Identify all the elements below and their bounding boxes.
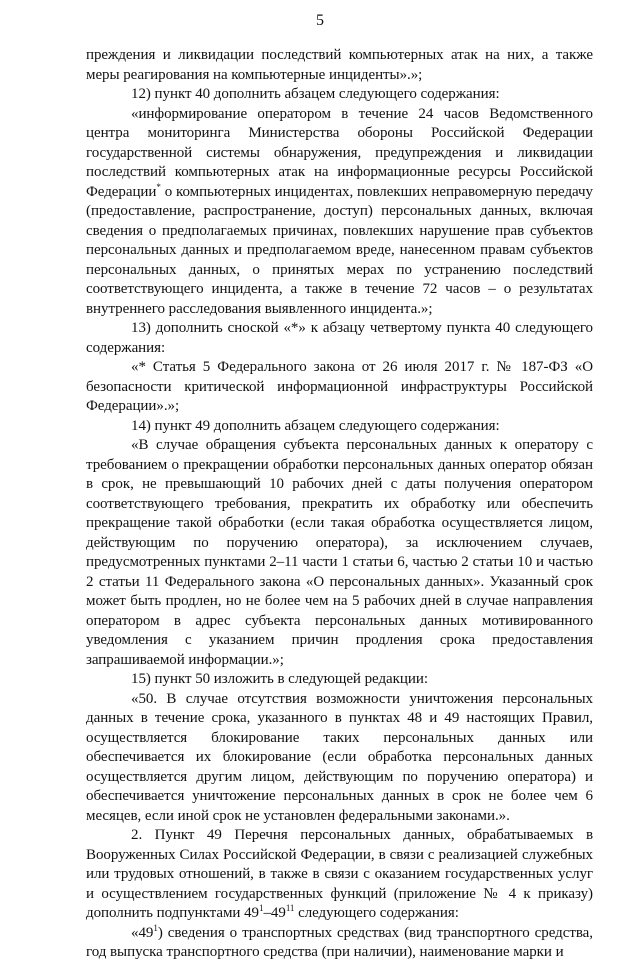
document-body (86, 46, 593, 963)
superscript: 1 (259, 903, 264, 913)
paragraph: 14) пункт 49 дополнить абзацем следующего содержания: (131, 417, 500, 434)
page-number: 5 (316, 12, 324, 29)
paragraph: «$49^1$) сведения о транспортных средствах (вид транспортного средства, год выпуска транспортного средства (при наличии), наименование марки и (86, 922, 593, 960)
paragraph: «50. В случае отсутствия возможности уничтожения персональных данных в течение срока, указанного в пунктах 48 и 49 настоящих Правил, осуществляется блокирование таких персональных данных или обеспечивается их блокирование (если обработка персональных данных осуществляется другим лицом, действующим по поручению оператора) и обеспечивается уничтожение персональных данных в срок не более чем 6 месяцев, если иной срок не установлен федеральными законами.». (86, 690, 593, 824)
paragraph: «В случае обращения субъекта персональных данных к оператору с требованием о прекращении обработки персональных данных оператор обязан в срок, не превышающий 10 рабочих дней с даты получения оператором соответствующего требования, прекратить их обработку или обеспечить прекращение такой обработки (если такая обработка осуществляется лицом, действующим по поручению оператора), за исключением случаев, предусмотренных пунктами 2–11 части 1 статьи 6, частью 2 статьи 10 и частью 2 статьи 11 Федерального закона «О персональных данных». Указанный срок может быть продлен, но не более чем на 5 рабочих дней в случае направления оператором в адрес субъекта персональных данных мотивированного уведомления с указанием причин продления срока предоставления запрашиваемой информации.»; (86, 437, 593, 668)
footnote-marker: * (156, 181, 161, 192)
paragraph: 13) дополнить сноской «*» к абзацу четвертому пункта 40 следующего содержания: (86, 320, 593, 356)
superscript: 1 (153, 922, 158, 933)
paragraph: 2. Пункт 49 Перечня персональных данных, обрабатываемых в Вооруженных Силах Российской Федерации, в связи с реализацией служебных или трудовых отношений, в также в связи с оказанием государственных услуг и осуществлением государственных функций (приложение № 4 к приказу) дополнить подпунктами $49^1-49^{11}$ следующего содержания: (86, 827, 593, 921)
paragraph: «* Статья 5 Федерального закона от 26 июля 2017 г. № 187-ФЗ «О безопасности критической информационной инфраструктуры Российской Федерации».»; (86, 359, 593, 414)
paragraph: «информирование оператором в течение 24 часов Ведомственного центра мониторинга Министерства обороны Российской Федерации государственной системы обнаружения, предупреждения и ликвидации последствий компьютерных атак на информационные ресурсы Российской Федерации* о компьютерных инцидентах, повлекших неправомерную передачу (предоставление, распространение, доступ) персональных данных, включая сведения о предполагаемых причинах, повлекших нарушение прав субъектов персональных данных и предполагаемом вреде, нанесенном правам субъектов персональных данных, о принятых мерах по устранению последствий соответствующего инцидента, а также в течение 72 часов – о результатах внутреннего расследования выявленного инцидента.»; (86, 105, 593, 317)
paragraph: преждения и ликвидации последствий компьютерных атак на них, а также меры реагирования на компьютерные инциденты».»; (86, 47, 593, 83)
paragraph: 12) пункт 40 дополнить абзацем следующего содержания: (131, 86, 500, 102)
paragraph: 15) пункт 50 изложить в следующей редакции: (131, 671, 428, 687)
superscript: 11 (285, 903, 295, 913)
